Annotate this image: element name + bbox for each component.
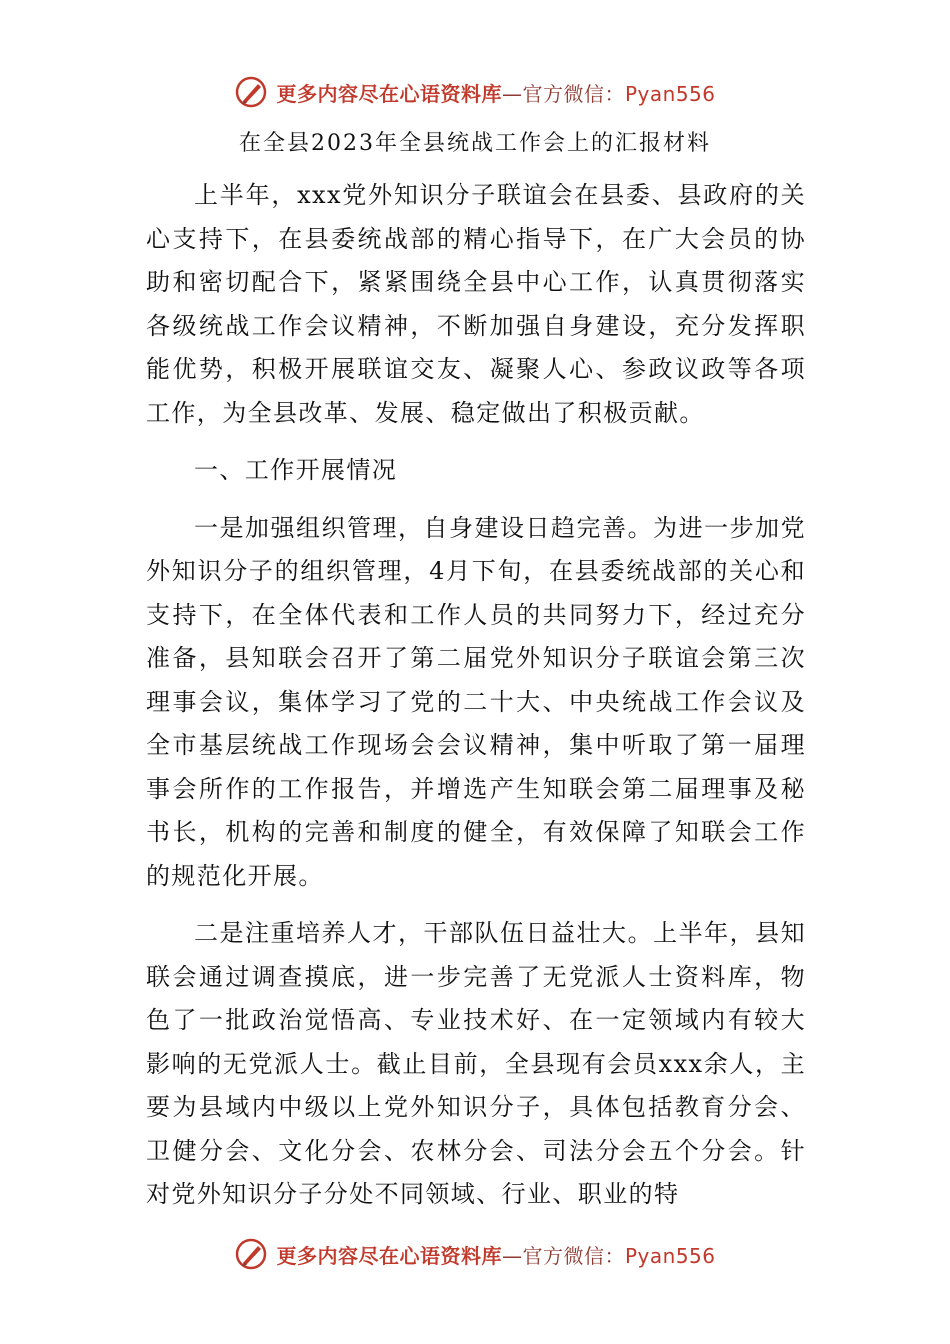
watermark-footer <box>0 1234 950 1274</box>
watermark-text <box>276 1240 715 1269</box>
watermark-main: 更多内容尽在心语资料库 <box>276 81 502 106</box>
pen-logo-icon <box>234 75 268 109</box>
pen-logo-icon <box>234 1237 268 1271</box>
watermark-separator: — <box>501 81 523 106</box>
watermark-label: 官方微信： <box>522 1243 625 1268</box>
watermark-id: Pyan556 <box>624 1243 716 1268</box>
watermark-id: Pyan556 <box>624 81 716 106</box>
point-one-paragraph: 一是加强组织管理，自身建设日趋完善。为进一步加党外知识分子的组织管理，4月下旬，在县委统战部的关心和支持下，在全体代表和工作人员的共同努力下，经过充分准备，县知联会召开了第二届党外知识分子联谊会第三次理事会议，集体学习了党的二十大、中央统战工作会议及全市基层统战工作现场会会议精神，集中听取了第一届理事会所作的工作报告，并增选产生知联会第二届理事及秘书长，机构的完善和制度的健全，有效保障了知联会工作的规范化开展。 <box>146 513 806 890</box>
watermark-label: 官方微信： <box>522 81 625 106</box>
watermark-text <box>276 78 715 107</box>
document-title: 在全县2023年全县统战工作会上的汇报材料 <box>239 131 711 156</box>
watermark-separator: — <box>501 1243 523 1268</box>
watermark-main: 更多内容尽在心语资料库 <box>276 1243 502 1268</box>
intro-paragraph: 上半年，xxx党外知识分子联谊会在县委、县政府的关心支持下，在县委统战部的精心指导下，在广大会员的协助和密切配合下，紧紧围绕全县中心工作，认真贯彻落实各级统战工作会议精神，不断加强自身建设，充分发挥职能优势，积极开展联谊交友、凝聚人心、参政议政等各项工作，为全县改革、发展、稳定做出了积极贡献。 <box>146 181 806 427</box>
point-two-paragraph: 二是注重培养人才，干部队伍日益壮大。上半年，县知联会通过调查摸底，进一步完善了无党派人士资料库，物色了一批政治觉悟高、专业技术好、在一定领域内有较大影响的无党派人士。截止目前，全县现有会员xxx余人，主要为县域内中级以上党外知识分子，具体包括教育分会、卫健分会、文化分会、农林分会、司法分会五个分会。针对党外知识分子分处不同领域、行业、职业的特 <box>146 919 806 1208</box>
watermark-header <box>0 72 950 112</box>
document-body <box>146 174 806 1231</box>
section-heading: 一、工作开展情况 <box>194 456 398 484</box>
